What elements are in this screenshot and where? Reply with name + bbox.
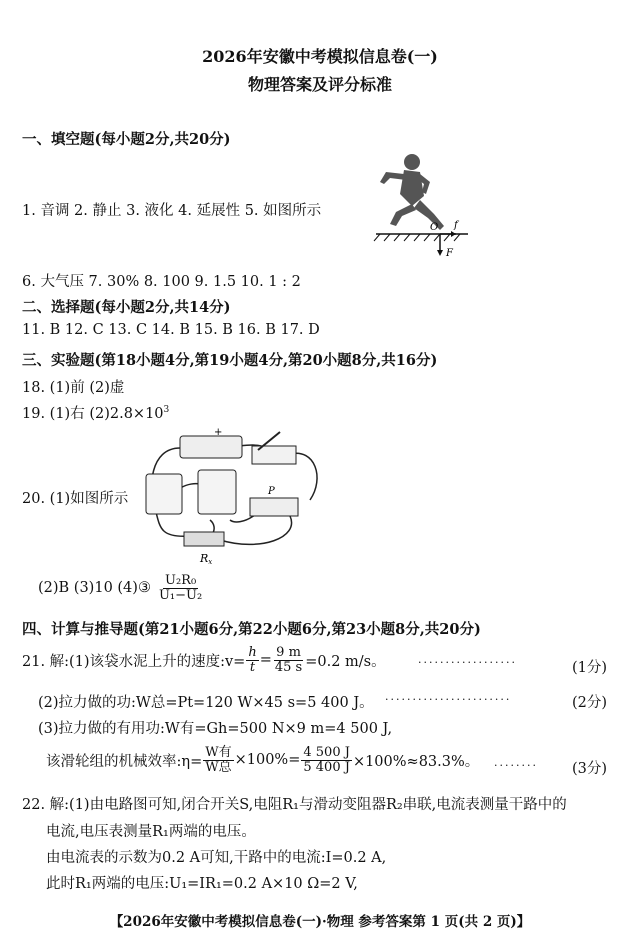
doc-subtitle: 物理答案及评分标准	[247, 75, 392, 94]
runner-force-figure	[360, 150, 470, 260]
slider-label: P	[268, 486, 275, 497]
answers-6-10: 6. 大气压 7. 30% 8. 100 9. 1.5 10. 1 : 2	[22, 274, 301, 290]
plus-label: +	[214, 428, 223, 438]
force-label: F	[446, 248, 453, 259]
answer-20-2: (2)B (3)10 (4)③ $\frac{\text{U₂R₀}}{\text{U₁−U₂}}$	[38, 573, 203, 603]
resistor-label: Rx	[200, 552, 213, 566]
point-label: O	[430, 222, 439, 233]
answer-21-2: (2)拉力做的功:W总=Pt=120 W×45 s=5 400 J。	[38, 695, 374, 711]
answer-18: 18. (1)前 (2)虚	[22, 380, 125, 396]
answers-1-5: 1. 音调 2. 静止 3. 液化 4. 延展性 5. 如图所示	[22, 203, 322, 219]
battery-box	[180, 436, 242, 458]
answer-21-3: (3)拉力做的有用功:W有=Gh=500 N×9 m=4 500 J,	[38, 721, 393, 737]
answer-20-1: 20. (1)如图所示	[22, 491, 129, 507]
section-4-title: 四、计算与推导题(第21小题6分,第22小题6分,第23小题8分,共20分)	[22, 621, 481, 638]
answer-20-fraction: $\frac{\text{U₂R₀}}{\text{U₁−U₂}}$	[158, 573, 203, 603]
answer-22-3: 由电流表的示数为0.2 A可知,干路中的电流:I=0.2 A,	[46, 850, 387, 866]
score-21-2: (2分)	[572, 695, 608, 711]
score-21-1: (1分)	[572, 660, 608, 676]
voltmeter	[198, 470, 236, 514]
runner-silhouette	[380, 154, 444, 230]
section-1-title: 一、填空题(每小题2分,共20分)	[22, 131, 231, 148]
friction-arrow-head	[451, 231, 456, 237]
doc-title: 2026年安徽中考模拟信息卷(一)	[202, 47, 438, 66]
answer-21-1: 21. 解:(1)该袋水泥上升的速度:v= $\frac{h}{t}$ = $\frac{9 m}{45 s}$ =0.2 m/s。	[22, 645, 386, 675]
answer-22-4: 此时R₁两端的电压:U₁=IR₁=0.2 A×10 Ω=2 V,	[46, 876, 358, 892]
ground-hatch	[374, 234, 460, 241]
rheostat	[250, 498, 298, 516]
score-21-4: (3分)	[572, 761, 608, 777]
answer-19: 19. (1)右 $(2)2.8\times 10^3$	[22, 405, 170, 422]
ammeter	[146, 474, 182, 514]
answer-21-4: 该滑轮组的机械效率:η= $\frac{\text{W有}}{\text{W总}}$ ×100%= $\frac{4 500 J}{5 400 J}$ ×100%≈83.3%。	[46, 745, 480, 775]
circuit-figure	[140, 428, 330, 568]
page-footer: 【2026年安徽中考模拟信息卷(一)·物理 参考答案第 1 页(共 2 页)】	[109, 914, 531, 930]
answers-11-17: 11. B 12. C 13. C 14. B 15. B 16. B 17. D	[22, 322, 320, 338]
section-2-title: 二、选择题(每小题2分,共14分)	[22, 299, 231, 316]
resistor-rx	[184, 532, 224, 546]
answer-22-1: 22. 解:(1)由电路图可知,闭合开关S,电阻R₁与滑动变阻器R₂串联,电流表测量干路中的	[22, 797, 567, 813]
force-arrow-head	[437, 250, 443, 256]
section-3-title: 三、实验题(第18小题4分,第19小题4分,第20小题8分,共16分)	[22, 352, 438, 369]
friction-label: f	[454, 220, 458, 231]
answer-22-2: 电流,电压表测量R₁两端的电压。	[46, 824, 256, 840]
